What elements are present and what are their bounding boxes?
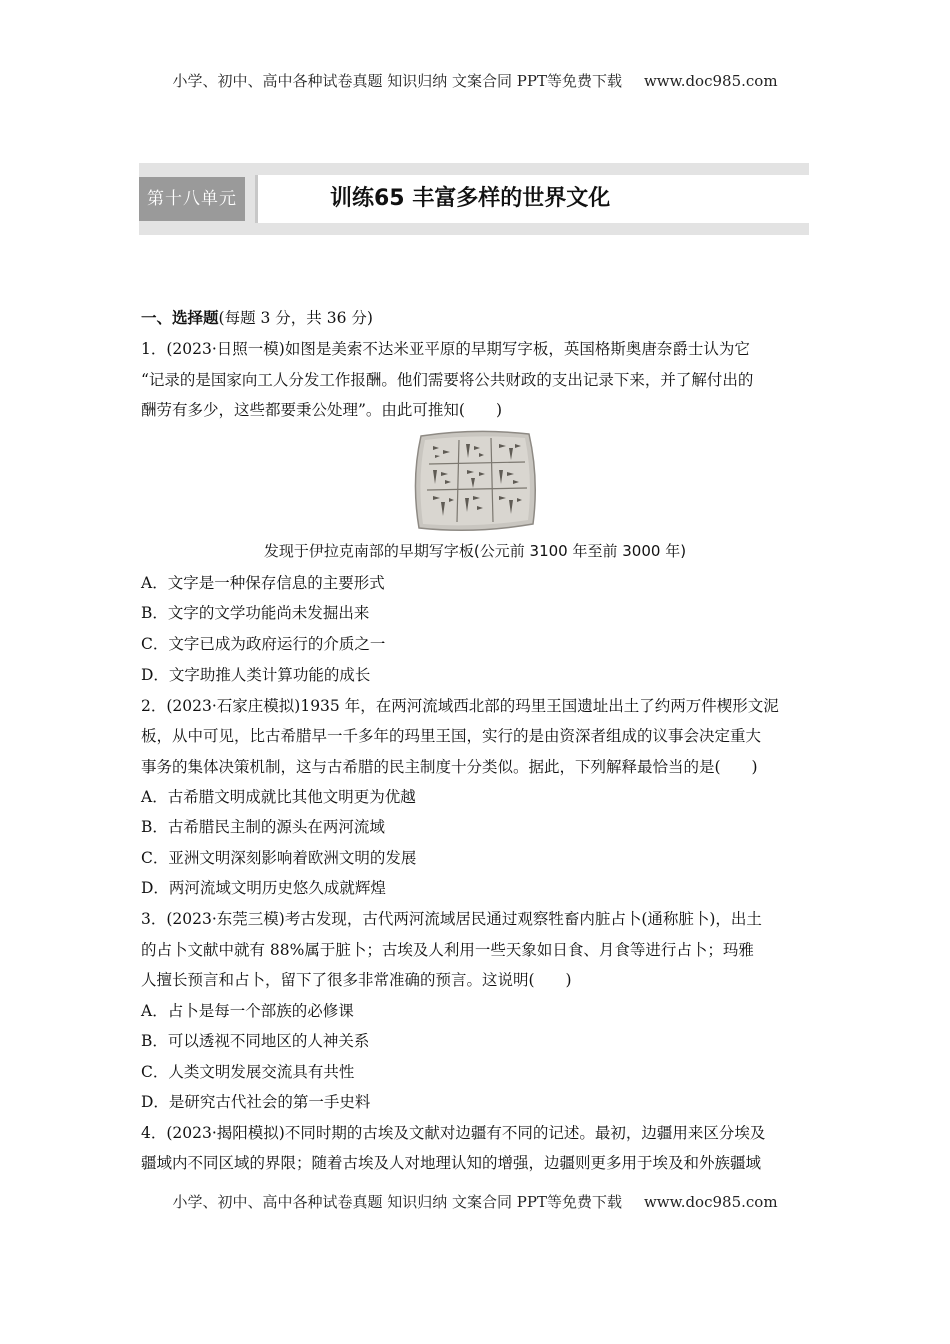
q2-line-3: 事务的集体决策机制，这与古希腊的民主制度十分类似。据此，下列解释最恰当的是( )	[141, 758, 758, 776]
section-heading	[141, 306, 373, 328]
q3-option-b: B．可以透视不同地区的人神关系	[141, 1032, 370, 1050]
q2-option-c: C．亚洲文明深刻影响着欧洲文明的发展	[141, 849, 417, 867]
q3-option-c: C．人类文明发展交流具有共性	[141, 1063, 355, 1081]
q1-option-c: C．文字已成为政府运行的介质之一	[141, 635, 386, 653]
q1-line-2: “记录的是国家向工人分发工作报酬。他们需要将公共财政的支出记录下来，并了解付出的	[141, 371, 754, 389]
q1-line-3: 酬劳有多少，这些都要秉公处理”。由此可推知( )	[141, 401, 503, 419]
page-header	[0, 70, 950, 91]
q1-line-1: 1．(2023·日照一模)如图是美索不达米亚平原的早期写字板，英国格斯奥唐奈爵士认为它	[141, 340, 750, 358]
q3-line-1: 3．(2023·东莞三模)考古发现，古代两河流域居民通过观察牲畜内脏占卜(通称脏卜)，出土	[141, 910, 762, 928]
unit-banner	[139, 163, 809, 235]
q2-option-b: B．古希腊民主制的源头在两河流域	[141, 818, 385, 836]
q4-line-2: 疆域内不同区域的界限；随着古埃及人对地理认知的增强，边疆则更多用于埃及和外族疆域	[141, 1154, 762, 1172]
title-panel	[255, 175, 809, 223]
figure-caption: 发现于伊拉克南部的早期写字板(公元前 3100 年至前 3000 年)	[263, 542, 687, 560]
page-footer	[0, 1191, 950, 1212]
unit-label: 第十八单元	[139, 177, 245, 221]
q4-line-1: 4．(2023·揭阳模拟)不同时期的古埃及文献对边疆有不同的记述。最初，边疆用来区分埃及	[141, 1124, 766, 1142]
q1-option-d: D．文字助推人类计算功能的成长	[141, 666, 371, 684]
page-title: 训练65 丰富多样的世界文化	[330, 186, 611, 211]
q1-option-b: B．文字的文学功能尚未发掘出来	[141, 604, 370, 622]
header-site-link[interactable]: www.doc985.com	[643, 72, 778, 90]
header-text: 小学、初中、高中各种试卷真题 知识归纳 文案合同 PPT等免费下载	[172, 72, 622, 90]
footer-site-link[interactable]: www.doc985.com	[643, 1193, 778, 1211]
q2-option-a: A．古希腊文明成就比其他文明更为优越	[141, 788, 416, 806]
q1-option-a: A．文字是一种保存信息的主要形式	[141, 574, 385, 592]
section-heading-note: (每题 3 分，共 36 分)	[218, 309, 373, 327]
q3-option-d: D．是研究古代社会的第一手史料	[141, 1093, 371, 1111]
q3-option-a: A．占卜是每一个部族的必修课	[141, 1002, 354, 1020]
q2-line-2: 板，从中可见，比古希腊早一千多年的玛里王国，实行的是由资深者组成的议事会决定重大	[141, 727, 762, 745]
section-heading-label: 一、选择题	[141, 308, 219, 327]
clay-tablet-image	[411, 428, 539, 534]
q3-line-3: 人擅长预言和占卜，留下了很多非常准确的预言。这说明( )	[141, 971, 572, 989]
q2-line-1: 2．(2023·石家庄模拟)1935 年，在两河流域西北部的玛里王国遗址出土了约两万件楔形文泥	[141, 697, 779, 715]
q3-line-2: 的占卜文献中就有 88%属于脏卜；古埃及人利用一些天象如日食、月食等进行占卜；玛雅	[141, 941, 754, 959]
footer-text: 小学、初中、高中各种试卷真题 知识归纳 文案合同 PPT等免费下载	[172, 1193, 622, 1211]
q2-option-d: D．两河流域文明历史悠久成就辉煌	[141, 879, 386, 897]
